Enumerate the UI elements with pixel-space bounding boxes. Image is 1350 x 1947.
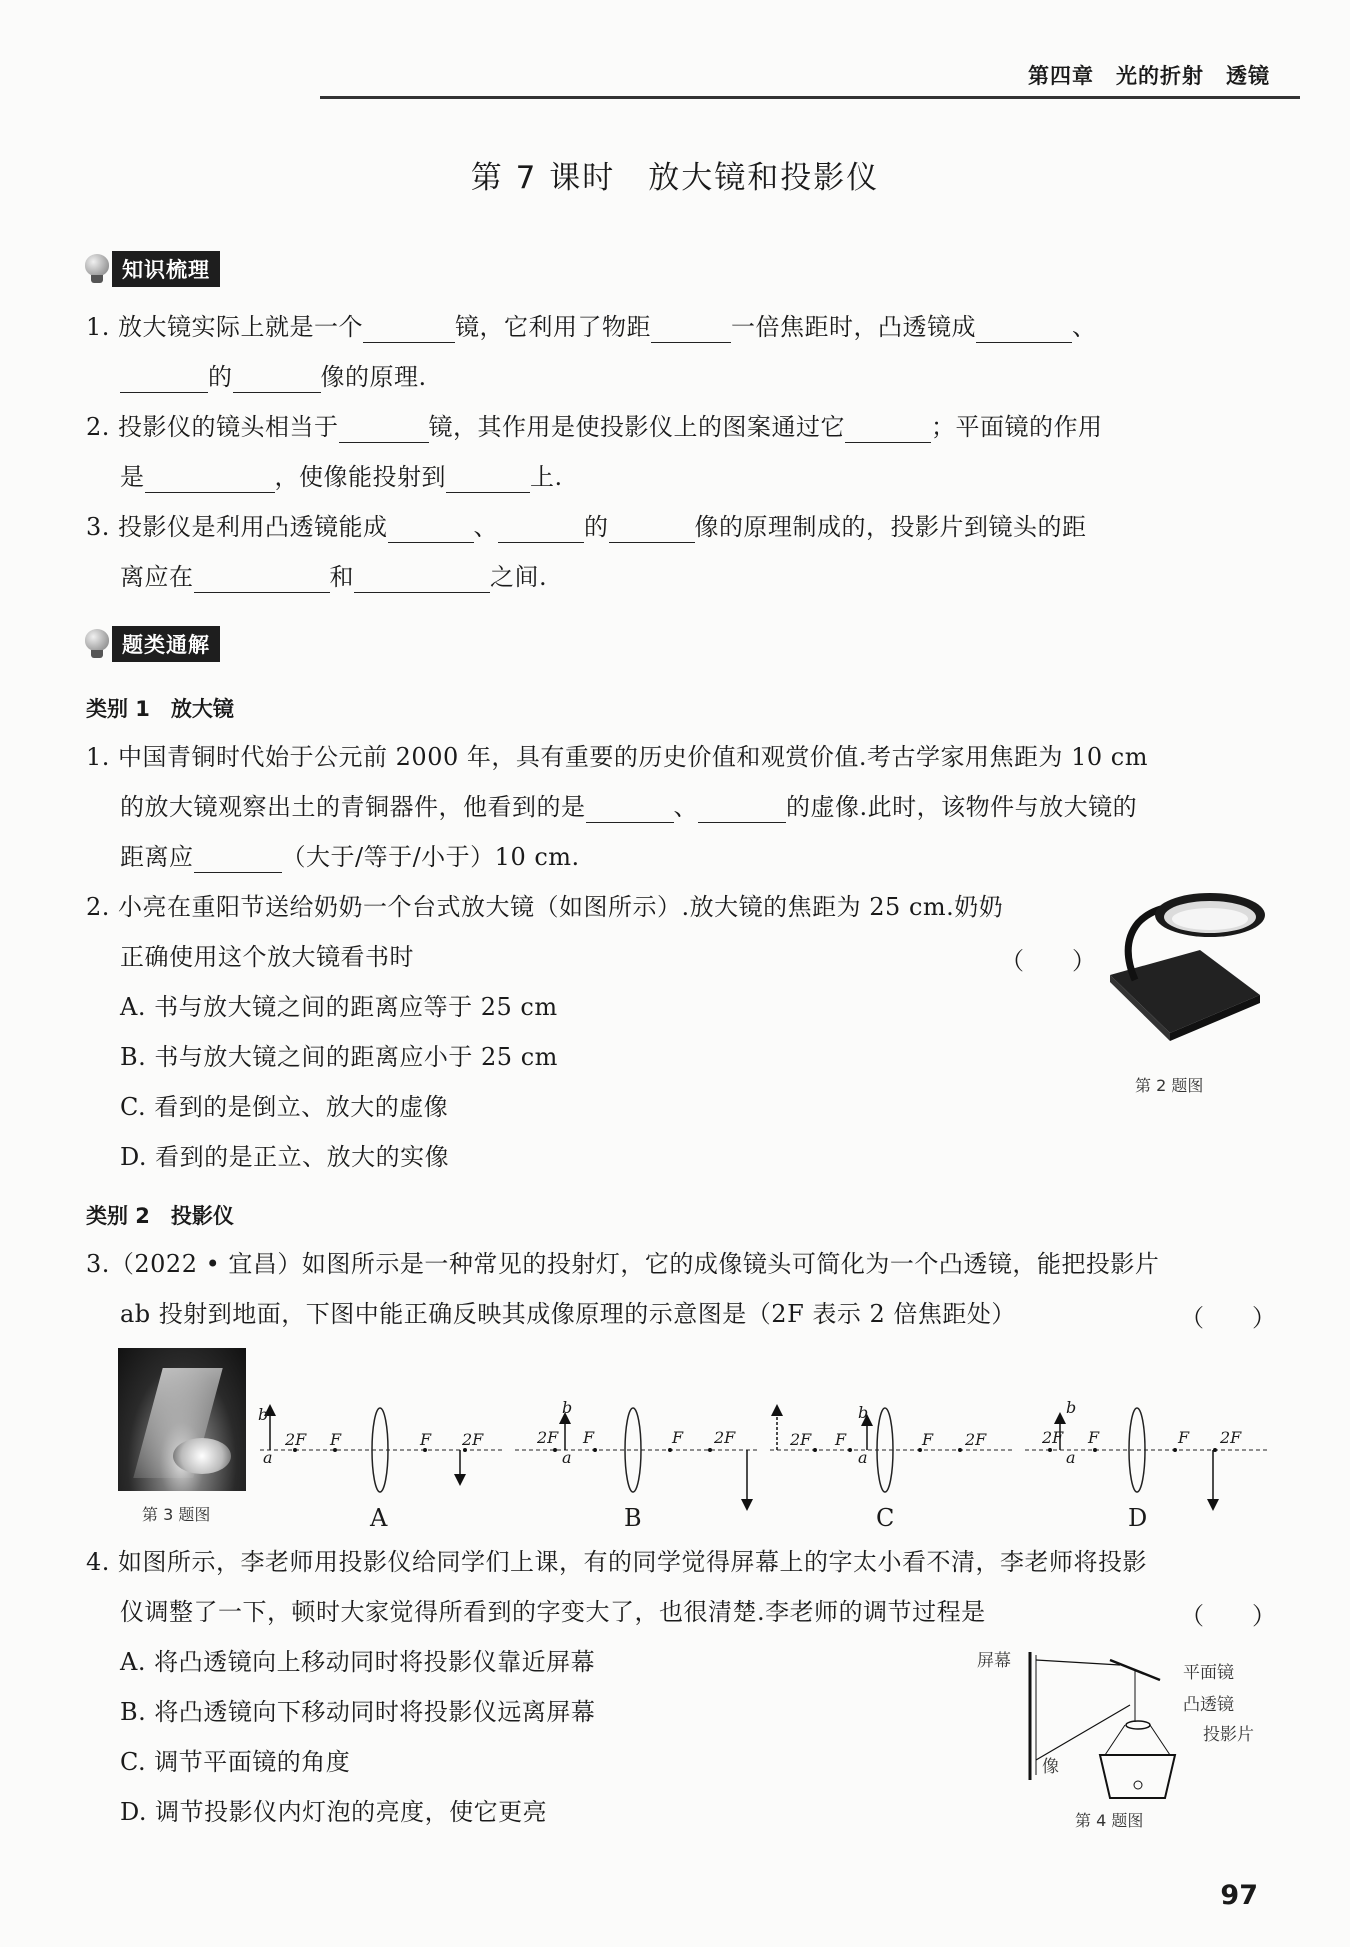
diagram-a [260, 1408, 505, 1492]
lightbulb-icon [84, 629, 110, 659]
fig3-caption: 第 3 题图 [142, 1505, 211, 1524]
category-2-heading: 类别 2 投影仪 [86, 1204, 234, 1228]
knowledge-q3-line1: 3. 投影仪是利用凸透镜能成 、 的 像的原理制成的，投影片到镜头的距 [86, 513, 1087, 541]
p2-option-a: A. 书与放大镜之间的距离应等于 25 cm [120, 993, 558, 1021]
diag-a-label-2f2: 2F [462, 1430, 484, 1449]
diag-c-label-2f2: 2F [965, 1430, 987, 1449]
diagram-label-a: A [370, 1504, 388, 1532]
spotlight-photo [118, 1348, 246, 1491]
knowledge-q2-line2: 是 ，使像能投射到 上. [120, 463, 563, 491]
knowledge-q1-line1: 1. 放大镜实际上就是一个 镜，它利用了物距 一倍焦距时，凸透镜成 、 [86, 313, 1097, 341]
category-1-heading: 类别 1 放大镜 [86, 697, 234, 721]
section-knowledge-tag [84, 250, 220, 288]
lightbulb-icon [84, 254, 110, 284]
p4-line2: 仪调整了一下，顿时大家觉得所看到的字变大了，也很清楚.李老师的调节过程是 [120, 1598, 986, 1626]
fig4-label-slide: 投影片 [1203, 1725, 1254, 1745]
desk-magnifier-figure [1100, 885, 1270, 1065]
knowledge-q1-line2: 的 像的原理. [120, 361, 427, 393]
fig4-label-mirror: 平面镜 [1183, 1663, 1234, 1683]
fig2-caption: 第 2 题图 [1135, 1076, 1204, 1095]
diagram-b [515, 1408, 760, 1505]
p2-option-c: C. 看到的是倒立、放大的虚像 [120, 1093, 449, 1121]
fig4-label-lens: 凸透镜 [1183, 1695, 1234, 1715]
diag-c-label-f2: F [922, 1430, 934, 1449]
p3-line2: ab 投射到地面，下图中能正确反映其成像原理的示意图是（2F 表示 2 倍焦距处） [120, 1300, 1016, 1328]
diag-a-label-2f: 2F [285, 1430, 307, 1449]
diag-c-label-2f: 2F [790, 1430, 812, 1449]
knowledge-q2-line1: 2. 投影仪的镜头相当于 镜，其作用是使投影仪上的图案通过它 ；平面镜的作用 [86, 413, 1103, 441]
diag-b-label-2f: 2F [537, 1428, 559, 1447]
section-types-label: 题类通解 [112, 626, 220, 662]
header-rule [320, 96, 1300, 99]
diag-d-label-f: F [1088, 1428, 1100, 1447]
fig4-label-image: 像 [1042, 1757, 1059, 1777]
p2-line1: 2. 小亮在重阳节送给奶奶一个台式放大镜（如图所示）.放大镜的焦距为 25 cm.奶奶 [86, 893, 1004, 921]
diag-b-label-f: F [583, 1428, 595, 1447]
diag-d-label-f2: F [1178, 1428, 1190, 1447]
diag-a-label-a: a [263, 1448, 273, 1467]
diag-b-label-a: a [562, 1448, 572, 1467]
p4-option-c: C. 调节平面镜的角度 [120, 1748, 351, 1776]
p2-line2: 正确使用这个放大镜看书时 [120, 943, 414, 971]
diagram-label-b: B [624, 1504, 643, 1532]
diag-a-label-f: F [330, 1430, 342, 1449]
p1-line3: 距离应 （大于/等于/小于）10 cm. [120, 843, 580, 871]
knowledge-q3-line2: 离应在 和 之间. [120, 563, 548, 591]
p3-line1: 3.（2022 • 宜昌）如图所示是一种常见的投射灯，它的成像镜头可简化为一个凸透镜，能把投影片 [86, 1250, 1160, 1278]
diagram-label-d: D [1128, 1504, 1148, 1532]
p2-option-d: D. 看到的是正立、放大的实像 [120, 1143, 450, 1171]
lesson-title: 第 7 课时 放大镜和投影仪 [470, 160, 880, 196]
diag-d-label-2f: 2F [1042, 1428, 1064, 1447]
diag-b-label-b: b [562, 1398, 573, 1417]
projector-figure [1020, 1650, 1180, 1800]
diag-a-label-f2: F [420, 1430, 432, 1449]
p4-line1: 4. 如图所示，李老师用投影仪给同学们上课，有的同学觉得屏幕上的字太小看不清，李老师将投影 [86, 1548, 1148, 1576]
diag-d-label-2f2: 2F [1220, 1428, 1242, 1447]
diagram-d [1025, 1408, 1270, 1505]
diagram-c [770, 1408, 1015, 1492]
diag-c-label-a: a [858, 1448, 868, 1467]
fig4-caption: 第 4 题图 [1075, 1811, 1144, 1830]
p4-option-b: B. 将凸透镜向下移动同时将投影仪远离屏幕 [120, 1698, 596, 1726]
p2-option-b: B. 书与放大镜之间的距离应小于 25 cm [120, 1043, 558, 1071]
p1-line1: 1. 中国青铜时代始于公元前 2000 年，具有重要的历史价值和观赏价值.考古学家用焦距为 10 cm [86, 743, 1148, 771]
diag-d-label-b: b [1066, 1398, 1077, 1417]
ray-diagrams [255, 1390, 1275, 1530]
section-knowledge-label: 知识梳理 [112, 251, 220, 287]
diag-c-label-f: F [835, 1430, 847, 1449]
diagram-label-c: C [876, 1504, 895, 1532]
page-number: 97 [1220, 1880, 1258, 1911]
chapter-header: 第四章 光的折射 透镜 [1028, 64, 1270, 88]
diag-d-label-a: a [1066, 1448, 1076, 1467]
diag-b-label-f2: F [672, 1428, 684, 1447]
section-types-tag [84, 625, 220, 663]
p2-answer-paren: （ ） [1000, 947, 1096, 975]
p4-answer-paren: （ ） [1180, 1602, 1276, 1630]
p4-option-a: A. 将凸透镜向上移动同时将投影仪靠近屏幕 [120, 1648, 596, 1676]
p4-option-d: D. 调节投影仪内灯泡的亮度，使它更亮 [120, 1798, 548, 1826]
diag-c-label-b: b [858, 1403, 869, 1422]
p3-answer-paren: （ ） [1180, 1304, 1276, 1332]
fig4-label-screen: 屏幕 [977, 1651, 1011, 1671]
p1-line2: 的放大镜观察出土的青铜器件，他看到的是 、 的虚像.此时，该物件与放大镜的 [120, 793, 1138, 821]
diag-a-label-b: b [258, 1405, 269, 1424]
diag-b-label-2f2: 2F [714, 1428, 736, 1447]
